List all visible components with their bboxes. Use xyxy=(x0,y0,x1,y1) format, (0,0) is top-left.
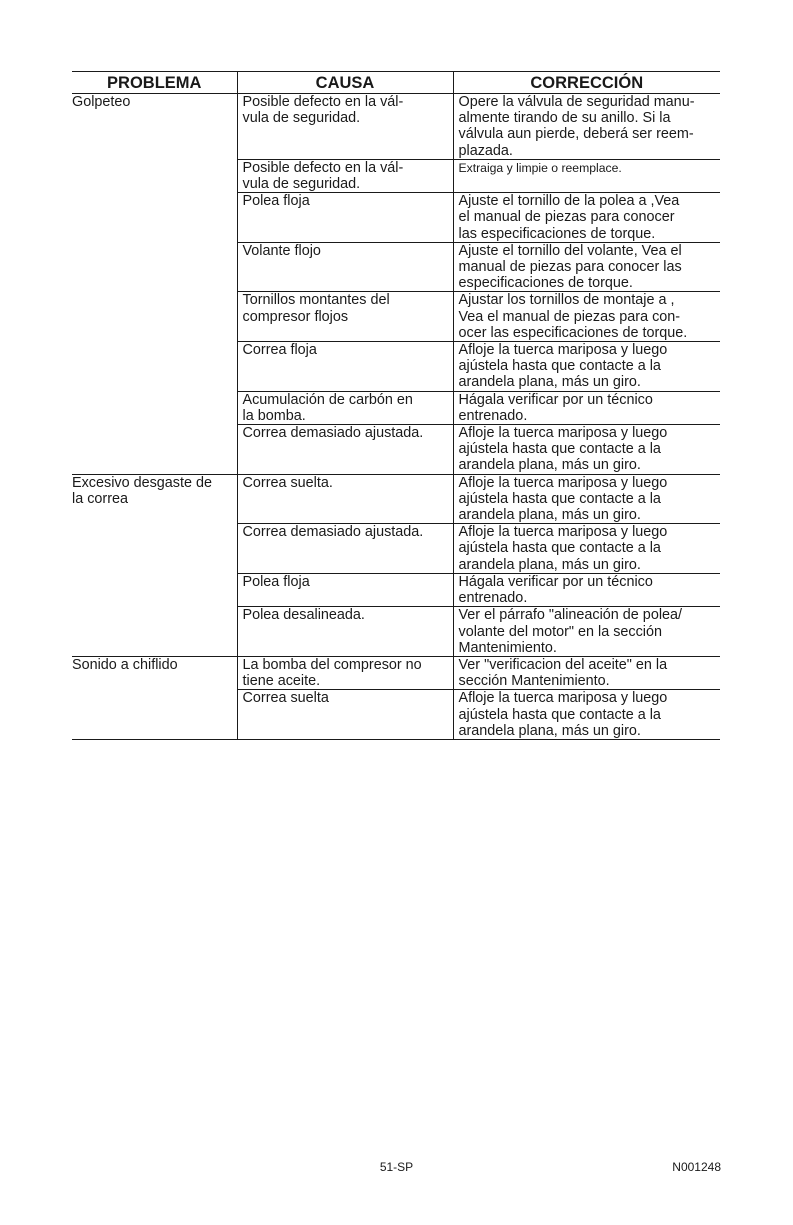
cause-cell: Polea floja xyxy=(237,193,453,243)
correction-cell: Ajuste el tornillo del volante, Vea el manual de piezas para conocer las especificaciones de torque. xyxy=(453,242,720,292)
cause-cell: Correa floja xyxy=(237,342,453,392)
correction-cell: Afloje la tuerca mariposa y luego ajústela hasta que contacte a la arandela plana, más un giro. xyxy=(453,690,720,740)
cause-cell: Volante flojo xyxy=(237,242,453,292)
page-number: 51-SP xyxy=(379,1160,414,1174)
table-header xyxy=(72,72,720,94)
cause-cell: Acumulación de carbón en la bomba. xyxy=(237,391,453,424)
cause-cell: La bomba del compresor no tiene aceite. xyxy=(237,656,453,689)
cause-cell: Polea desalineada. xyxy=(237,607,453,657)
correction-cell: Ajuste el tornillo de la polea a ,Vea el manual de piezas para conocer las especificaciones de torque. xyxy=(453,193,720,243)
problem-group-knocking xyxy=(72,94,720,475)
document-code: N001248 xyxy=(672,1160,721,1174)
correction-cell: Afloje la tuerca mariposa y luego ajústela hasta que contacte a la arandela plana, más un giro. xyxy=(453,474,720,524)
correction-cell: Afloje la tuerca mariposa y luego ajústela hasta que contacte a la arandela plana, más un giro. xyxy=(453,342,720,392)
cause-cell: Polea floja xyxy=(237,573,453,606)
cause-cell: Posible defecto en la vál- vula de seguridad. xyxy=(237,94,453,160)
problem-cell: Golpeteo xyxy=(72,94,237,475)
correction-cell: Hágala verificar por un técnico entrenado. xyxy=(453,573,720,606)
cause-cell: Correa suelta. xyxy=(237,474,453,524)
cause-cell: Correa suelta xyxy=(237,690,453,740)
cause-cell: Correa demasiado ajustada. xyxy=(237,524,453,574)
header-problem: PROBLEMA xyxy=(72,72,237,94)
table-row xyxy=(72,474,720,524)
problem-group-belt-wear xyxy=(72,474,720,656)
header-correction: CORRECCIÓN xyxy=(453,72,720,94)
correction-cell: Ajustar los tornillos de montaje a , Vea el manual de piezas para con- ocer las especificaciones de torque. xyxy=(453,292,720,342)
problem-cell: Excesivo desgaste de la correa xyxy=(72,474,237,656)
correction-cell: Hágala verificar por un técnico entrenado. xyxy=(453,391,720,424)
correction-cell: Extraiga y limpie o reemplace. xyxy=(453,159,720,192)
correction-cell: Ver "verificacion del aceite" en la sección Mantenimiento. xyxy=(453,656,720,689)
correction-cell: Afloje la tuerca mariposa y luego ajústela hasta que contacte a la arandela plana, más un giro. xyxy=(453,425,720,475)
problem-cell: Sonido a chiflido xyxy=(72,656,237,739)
troubleshooting-table-container xyxy=(72,71,720,740)
table-row xyxy=(72,656,720,689)
cause-cell: Tornillos montantes del compresor flojos xyxy=(237,292,453,342)
correction-cell: Ver el párrafo "alineación de polea/ volante del motor" en la sección Mantenimiento. xyxy=(453,607,720,657)
problem-group-whistling xyxy=(72,656,720,739)
header-cause: CAUSA xyxy=(237,72,453,94)
cause-cell: Correa demasiado ajustada. xyxy=(237,425,453,475)
correction-cell: Opere la válvula de seguridad manu- almente tirando de su anillo. Si la válvula aun pierde, deberá ser reem- plazada. xyxy=(453,94,720,160)
table-row xyxy=(72,94,720,160)
cause-cell: Posible defecto en la vál- vula de seguridad. xyxy=(237,159,453,192)
header-row xyxy=(72,72,720,94)
troubleshooting-table xyxy=(72,71,720,740)
correction-cell: Afloje la tuerca mariposa y luego ajústela hasta que contacte a la arandela plana, más un giro. xyxy=(453,524,720,574)
